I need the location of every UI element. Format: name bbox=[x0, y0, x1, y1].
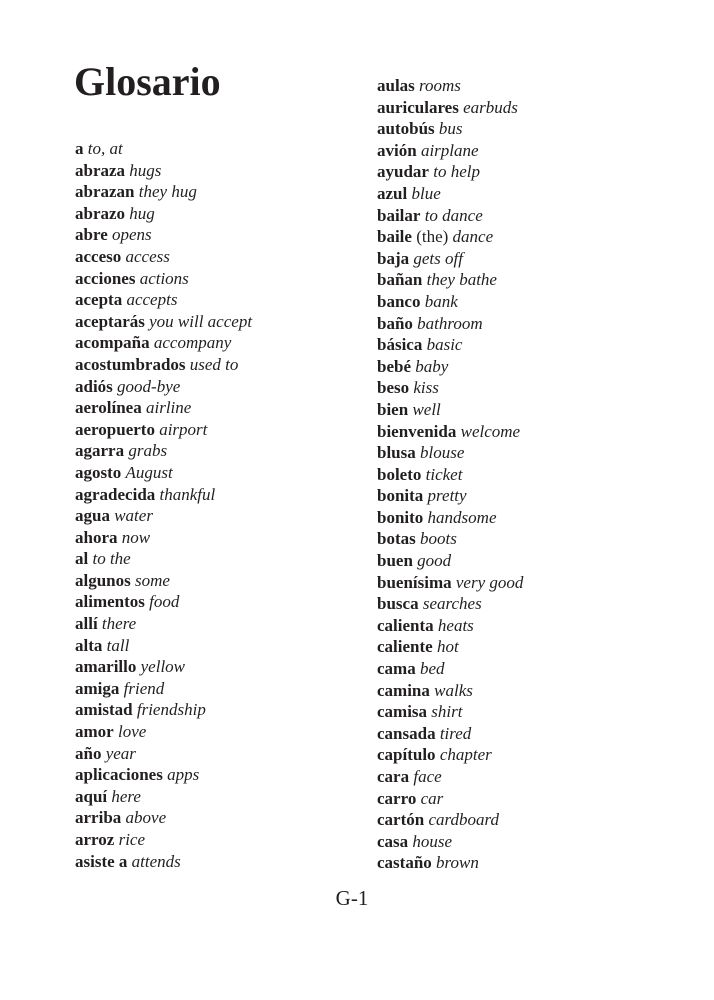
glossary-term: castaño bbox=[377, 853, 432, 873]
glossary-entry bbox=[377, 615, 677, 637]
glossary-definition: love bbox=[117, 722, 147, 742]
glossary-definition: water bbox=[114, 506, 153, 526]
glossary-term: busca bbox=[377, 594, 419, 614]
glossary-definition: hot bbox=[436, 637, 459, 657]
page-number: G-1 bbox=[335, 886, 369, 910]
glossary-definition: bus bbox=[438, 119, 463, 139]
glossary-entry bbox=[75, 570, 375, 592]
glossary-entry bbox=[75, 419, 375, 441]
glossary-entry bbox=[75, 311, 375, 333]
glossary-entry bbox=[75, 160, 375, 182]
glossary-definition: gets off bbox=[413, 248, 463, 268]
glossary-definition: bank bbox=[424, 291, 458, 311]
glossary-entry bbox=[377, 723, 677, 745]
glossary-definition: blue bbox=[411, 183, 441, 203]
glossary-entry bbox=[377, 97, 677, 119]
glossary-entry bbox=[75, 289, 375, 311]
glossary-entry bbox=[75, 613, 375, 635]
glossary-definition: you will accept bbox=[149, 311, 253, 331]
glossary-entry bbox=[377, 377, 677, 399]
glossary-term: a bbox=[75, 139, 84, 158]
glossary-entry bbox=[377, 550, 677, 572]
glossary-definition: actions bbox=[139, 268, 189, 288]
glossary-definition: very good bbox=[455, 572, 524, 592]
glossary-definition: they hug bbox=[138, 182, 197, 202]
glossary-entry bbox=[377, 485, 677, 507]
glossary-entry bbox=[75, 678, 375, 700]
glossary-definition: attends bbox=[131, 851, 181, 871]
glossary-entry bbox=[75, 462, 375, 484]
glossary-definition: chapter bbox=[439, 745, 492, 765]
glossary-term: adiós bbox=[75, 376, 113, 396]
glossary-term: aquí bbox=[75, 786, 108, 806]
glossary-entry bbox=[75, 376, 375, 398]
glossary-term: aplicaciones bbox=[75, 765, 163, 785]
glossary-term: bailar bbox=[377, 205, 421, 225]
glossary-definition: friendship bbox=[136, 700, 206, 720]
glossary-term: abrazo bbox=[75, 203, 126, 223]
glossary-definition: here bbox=[111, 786, 141, 806]
glossary-term: abre bbox=[75, 225, 108, 245]
glossary-term: abrazan bbox=[75, 182, 135, 202]
glossary-definition: welcome bbox=[460, 421, 521, 441]
glossary-entry bbox=[75, 807, 375, 829]
glossary-entry bbox=[377, 313, 677, 335]
glossary-entry bbox=[377, 421, 677, 443]
glossary-term: agua bbox=[75, 506, 110, 526]
glossary-entry bbox=[377, 291, 677, 313]
glossary-entry bbox=[377, 140, 677, 162]
glossary-entry bbox=[75, 246, 375, 268]
glossary-term: auriculares bbox=[377, 97, 459, 117]
glossary-entry bbox=[377, 269, 677, 291]
glossary-definition: hugs bbox=[129, 160, 162, 180]
glossary-term: agosto bbox=[75, 462, 122, 482]
glossary-entry bbox=[75, 138, 375, 160]
glossary-entry bbox=[75, 268, 375, 290]
glossary-definition: tired bbox=[439, 723, 472, 743]
glossary-definition: bathroom bbox=[417, 313, 483, 333]
glossary-definition: bed bbox=[419, 659, 445, 679]
glossary-definition: shirt bbox=[431, 702, 463, 722]
glossary-definition: used to bbox=[189, 354, 239, 374]
glossary-definition: baby bbox=[415, 356, 449, 376]
glossary-definition: friend bbox=[123, 678, 165, 698]
glossary-term: agradecida bbox=[75, 484, 156, 504]
glossary-definition: rice bbox=[118, 830, 146, 849]
glossary-entry bbox=[75, 548, 375, 570]
glossary-entry bbox=[377, 831, 677, 853]
glossary-term: abraza bbox=[75, 160, 126, 180]
glossary-entry bbox=[75, 527, 375, 549]
glossary-entry bbox=[75, 484, 375, 506]
glossary-definition: cardboard bbox=[428, 810, 499, 830]
glossary-term: buenísima bbox=[377, 572, 452, 592]
glossary-entry bbox=[75, 829, 375, 851]
glossary-entry bbox=[377, 75, 677, 97]
glossary-entry bbox=[75, 764, 375, 786]
glossary-definition: airline bbox=[145, 398, 192, 418]
glossary-definition: pretty bbox=[427, 486, 467, 506]
glossary-term: autobús bbox=[377, 119, 435, 139]
glossary-definition: August bbox=[125, 462, 173, 482]
glossary-term: arriba bbox=[75, 808, 122, 828]
glossary-term: acepta bbox=[75, 290, 123, 310]
glossary-entry bbox=[75, 656, 375, 678]
glossary-entry bbox=[377, 248, 677, 270]
glossary-column-right bbox=[377, 75, 677, 874]
glossary-entry bbox=[377, 788, 677, 810]
glossary-term: aeropuerto bbox=[75, 419, 155, 439]
glossary-term: capítulo bbox=[377, 745, 436, 765]
glossary-definition: they bathe bbox=[426, 270, 497, 290]
glossary-definition: opens bbox=[112, 225, 152, 245]
glossary-definition: year bbox=[105, 743, 136, 763]
glossary-term: básica bbox=[377, 335, 423, 355]
glossary-entry bbox=[75, 743, 375, 765]
glossary-entry bbox=[75, 440, 375, 462]
glossary-term: amiga bbox=[75, 678, 120, 698]
glossary-definition: airplane bbox=[420, 140, 479, 160]
glossary-definition: access bbox=[125, 246, 170, 266]
glossary-entry bbox=[377, 464, 677, 486]
glossary-term: acceso bbox=[75, 246, 122, 266]
glossary-definition: earbuds bbox=[463, 97, 518, 117]
glossary-entry bbox=[75, 699, 375, 721]
glossary-term: botas bbox=[377, 529, 416, 549]
glossary-term: baile bbox=[377, 227, 412, 247]
glossary-definition: good bbox=[417, 551, 452, 571]
glossary-term: acostumbrados bbox=[75, 354, 186, 374]
glossary-term: ahora bbox=[75, 527, 118, 547]
glossary-entry bbox=[377, 356, 677, 378]
glossary-definition: handsome bbox=[427, 507, 497, 527]
glossary-definition: blouse bbox=[420, 443, 465, 463]
glossary-entry bbox=[377, 809, 677, 831]
glossary-definition: thankful bbox=[159, 484, 216, 504]
glossary-term: alta bbox=[75, 635, 103, 655]
glossary-term: bebé bbox=[377, 356, 411, 376]
glossary-term: allí bbox=[75, 614, 98, 634]
glossary-definition: there bbox=[101, 614, 137, 634]
glossary-entry bbox=[377, 507, 677, 529]
glossary-term: camina bbox=[377, 680, 430, 700]
glossary-entry bbox=[75, 591, 375, 613]
glossary-entry bbox=[377, 205, 677, 227]
glossary-term: caliente bbox=[377, 637, 433, 657]
glossary-term: algunos bbox=[75, 570, 131, 590]
glossary-entry bbox=[75, 851, 375, 873]
glossary-definition: to the bbox=[92, 549, 131, 569]
glossary-entry bbox=[377, 680, 677, 702]
glossary-term: baño bbox=[377, 313, 413, 333]
glossary-term: boleto bbox=[377, 464, 422, 484]
glossary-definition: airport bbox=[159, 419, 208, 439]
glossary-definition: dance bbox=[452, 227, 494, 247]
glossary-definition: house bbox=[412, 831, 453, 851]
glossary-term: bien bbox=[377, 399, 409, 419]
glossary-term: buen bbox=[377, 551, 413, 571]
glossary-term: casa bbox=[377, 831, 409, 851]
glossary-term: amistad bbox=[75, 700, 133, 720]
glossary-definition: accepts bbox=[126, 290, 178, 310]
glossary-definition: basic bbox=[426, 335, 463, 355]
glossary-definition: to help bbox=[433, 162, 480, 182]
glossary-term: cartón bbox=[377, 810, 425, 830]
glossary-term: baja bbox=[377, 248, 410, 268]
glossary-column-left bbox=[75, 138, 375, 872]
glossary-entry bbox=[75, 203, 375, 225]
glossary-entry bbox=[377, 701, 677, 723]
glossary-term: bañan bbox=[377, 270, 423, 290]
glossary-term: arroz bbox=[75, 830, 115, 849]
glossary-entry bbox=[377, 161, 677, 183]
glossary-term: calienta bbox=[377, 615, 434, 635]
glossary-definition: some bbox=[135, 570, 170, 590]
glossary-term: agarra bbox=[75, 441, 125, 461]
glossary-entry bbox=[377, 593, 677, 615]
glossary-entry bbox=[377, 744, 677, 766]
glossary-term: aulas bbox=[377, 76, 415, 95]
glossary-definition: grabs bbox=[128, 441, 168, 461]
glossary-definition: car bbox=[420, 788, 444, 808]
glossary-term: aerolínea bbox=[75, 398, 142, 418]
glossary-entry bbox=[377, 658, 677, 680]
glossary-term: alimentos bbox=[75, 592, 145, 612]
glossary-definition: yellow bbox=[140, 657, 186, 677]
glossary-entry bbox=[75, 505, 375, 527]
glossary-term: al bbox=[75, 549, 89, 569]
glossary-definition: face bbox=[413, 767, 442, 786]
glossary-entry bbox=[377, 183, 677, 205]
glossary-entry bbox=[75, 786, 375, 808]
glossary-term: azul bbox=[377, 183, 408, 203]
glossary-term: cama bbox=[377, 659, 416, 679]
glossary-entry bbox=[377, 636, 677, 658]
glossary-term: acciones bbox=[75, 268, 136, 288]
glossary-definition: tall bbox=[106, 635, 130, 655]
glossary-term: bonito bbox=[377, 507, 424, 527]
glossary-definition: to dance bbox=[424, 205, 483, 225]
glossary-entry bbox=[377, 766, 677, 788]
glossary-term: asiste a bbox=[75, 851, 128, 871]
glossary-term: camisa bbox=[377, 702, 428, 722]
glossary-definition: ticket bbox=[425, 464, 463, 484]
glossary-entry bbox=[377, 118, 677, 140]
glossary-term: banco bbox=[377, 291, 421, 311]
glossary-term: acompaña bbox=[75, 333, 150, 353]
glossary-entry bbox=[377, 226, 677, 248]
glossary-term: ayudar bbox=[377, 162, 429, 182]
glossary-definition: walks bbox=[434, 680, 473, 700]
glossary-entry bbox=[75, 397, 375, 419]
glossary-entry bbox=[75, 224, 375, 246]
glossary-definition: kiss bbox=[413, 378, 439, 398]
glossary-term: avión bbox=[377, 140, 417, 160]
glossary-definition: hug bbox=[129, 203, 155, 223]
glossary-entry bbox=[75, 354, 375, 376]
glossary-definition: above bbox=[125, 808, 167, 828]
glossary-term: año bbox=[75, 743, 102, 763]
glossary-definition: well bbox=[412, 399, 441, 419]
glossary-entry bbox=[75, 721, 375, 743]
glossary-entry bbox=[377, 852, 677, 874]
glossary-definition: food bbox=[149, 592, 180, 612]
glossary-entry bbox=[377, 528, 677, 550]
glossary-entry bbox=[75, 181, 375, 203]
glossary-term: carro bbox=[377, 788, 417, 808]
glossary-entry bbox=[377, 572, 677, 594]
glossary-definition: heats bbox=[437, 615, 474, 635]
glossary-definition: rooms bbox=[419, 76, 461, 95]
glossary-definition: now bbox=[121, 527, 151, 547]
glossary-entry bbox=[377, 399, 677, 421]
glossary-term: bienvenida bbox=[377, 421, 457, 441]
glossary-entry bbox=[377, 334, 677, 356]
glossary-term: cara bbox=[377, 767, 410, 786]
glossary-term: bonita bbox=[377, 486, 424, 506]
glossary-term: cansada bbox=[377, 723, 436, 743]
glossary-term: blusa bbox=[377, 443, 416, 463]
glossary-definition: apps bbox=[167, 765, 200, 785]
glossary-definition: to, at bbox=[87, 139, 123, 158]
glossary-definition-roman: (the) bbox=[416, 227, 449, 247]
glossary-term: beso bbox=[377, 378, 410, 398]
glossary-definition: searches bbox=[422, 594, 482, 614]
glossary-definition: boots bbox=[419, 529, 457, 549]
glossary-entry bbox=[75, 635, 375, 657]
glossary-term: amor bbox=[75, 722, 114, 742]
glossary-definition: brown bbox=[436, 853, 479, 873]
glossary-definition: good-bye bbox=[117, 376, 181, 396]
glossary-term: amarillo bbox=[75, 657, 137, 677]
glossary-definition: accompany bbox=[153, 333, 232, 353]
page-title: Glosario bbox=[74, 59, 221, 104]
glossary-entry bbox=[377, 442, 677, 464]
glossary-term: aceptarás bbox=[75, 311, 145, 331]
glossary-entry bbox=[75, 332, 375, 354]
